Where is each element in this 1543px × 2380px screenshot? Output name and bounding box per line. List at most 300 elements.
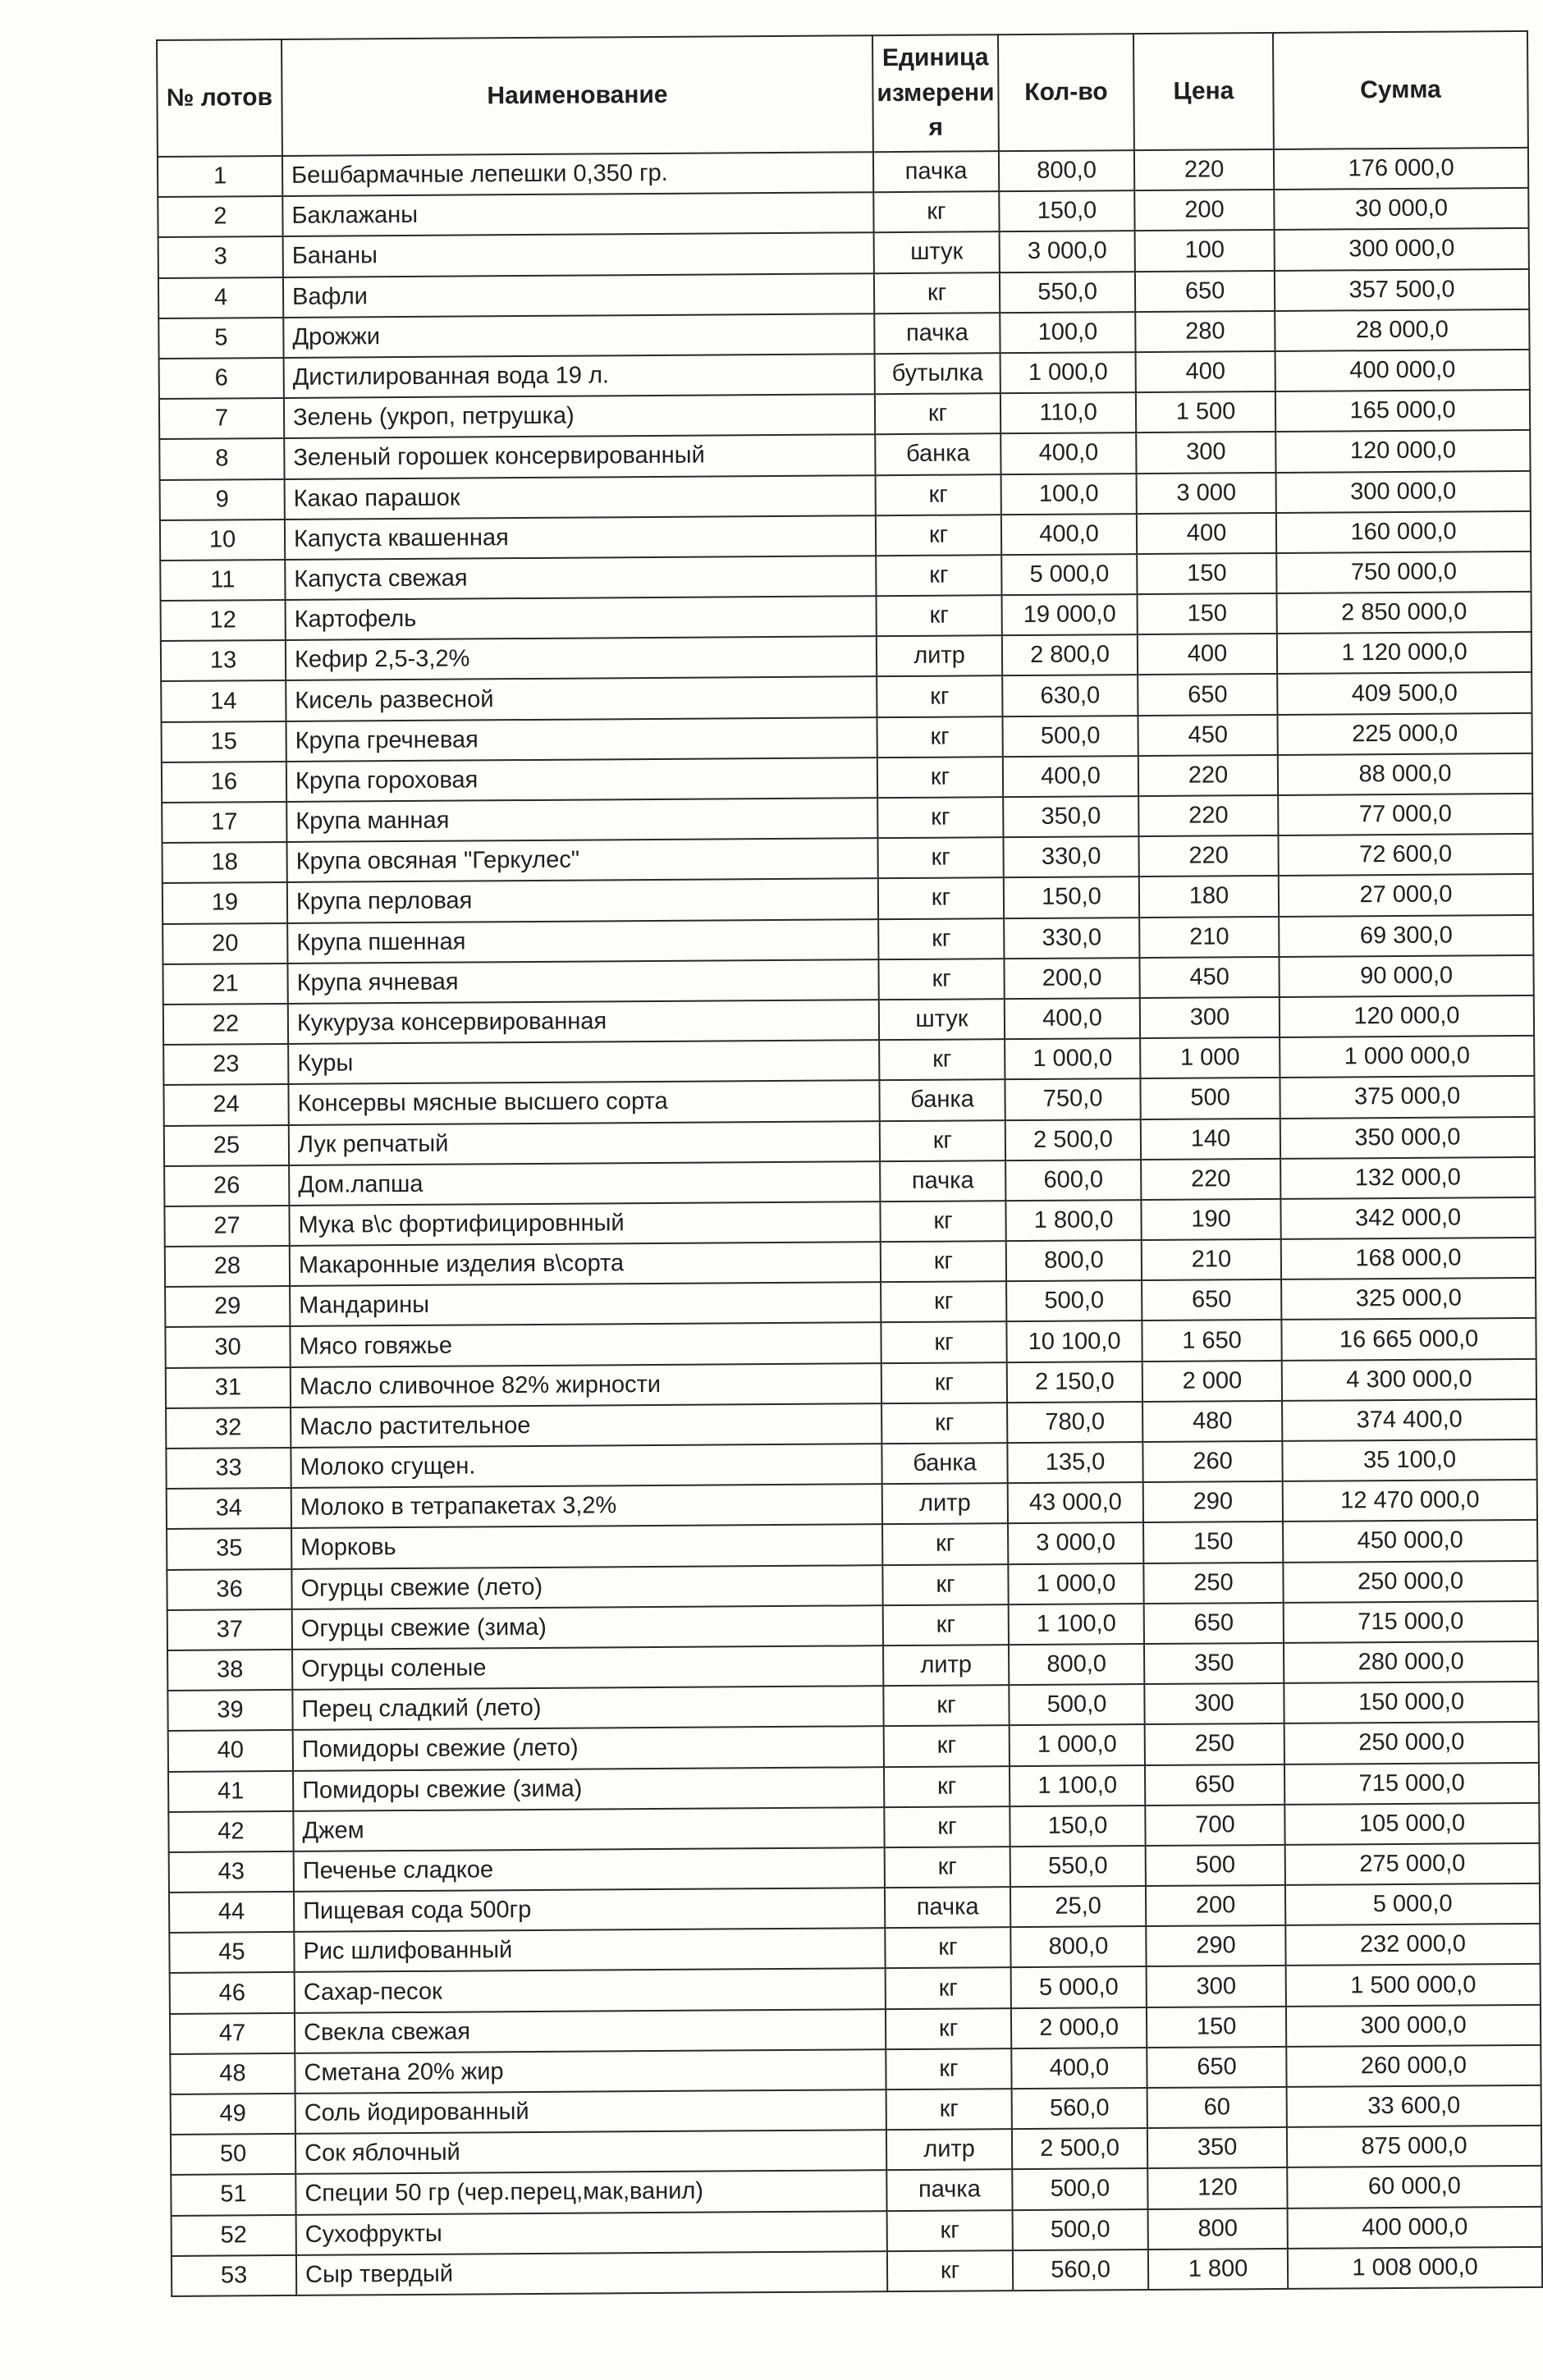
cell-price: 3 000 [1137, 472, 1276, 513]
cell-unit: литр [877, 635, 1002, 676]
cell-qty: 43 000,0 [1008, 1482, 1143, 1523]
cell-name: Масло растительное [291, 1403, 881, 1448]
cell-price: 150 [1143, 1522, 1283, 1563]
cell-lot-no: 51 [171, 2174, 295, 2215]
cell-price: 60 [1147, 2087, 1287, 2128]
cell-name: Мясо говяжье [290, 1323, 881, 1367]
cell-sum: 375 000,0 [1280, 1076, 1534, 1118]
cell-price: 1 500 [1136, 391, 1275, 433]
cell-name: Сахар-песок [295, 1969, 886, 2013]
cell-name: Крупа пшенная [287, 919, 878, 963]
cell-qty: 350,0 [1003, 796, 1138, 837]
cell-price: 650 [1144, 1603, 1284, 1644]
cell-sum: 120 000,0 [1280, 995, 1534, 1037]
cell-lot-no: 49 [171, 2094, 295, 2135]
cell-unit: кг [882, 1564, 1008, 1605]
cell-price: 100 [1135, 230, 1275, 271]
cell-unit: кг [881, 1362, 1007, 1403]
cell-qty: 550,0 [1010, 1846, 1146, 1887]
cell-name: Джем [293, 1807, 884, 1851]
cell-lot-no: 28 [165, 1246, 290, 1287]
cell-sum: 300 000,0 [1286, 2004, 1541, 2046]
cell-sum: 5 000,0 [1285, 1883, 1540, 1925]
cell-unit: кг [881, 1281, 1006, 1322]
cell-lot-no: 40 [168, 1730, 293, 1771]
cell-price: 220 [1138, 795, 1278, 836]
cell-qty: 500,0 [1012, 2168, 1147, 2209]
cell-qty: 500,0 [1003, 716, 1138, 757]
cell-unit: кг [878, 959, 1004, 1000]
cell-lot-no: 14 [161, 680, 286, 721]
cell-lot-no: 9 [160, 478, 285, 519]
cell-unit: банка [879, 1079, 1005, 1120]
products-table [156, 30, 1543, 2297]
cell-unit: кг [884, 1766, 1010, 1807]
cell-qty: 400,0 [1011, 2048, 1147, 2089]
cell-name: Крупа перловая [287, 879, 878, 923]
cell-unit: кг [883, 1685, 1009, 1726]
cell-unit: литр [886, 2129, 1012, 2170]
cell-unit: кг [874, 272, 1000, 314]
header-sum: Сумма [1273, 31, 1528, 149]
cell-lot-no: 35 [167, 1528, 291, 1569]
cell-sum: 260 000,0 [1286, 2045, 1541, 2087]
cell-name: Дистилированная вода 19 л. [284, 354, 875, 398]
cell-unit: кг [877, 797, 1003, 838]
cell-qty: 550,0 [1000, 272, 1135, 313]
header-qty: Кол-во [998, 34, 1134, 151]
cell-unit: кг [886, 2089, 1012, 2130]
cell-sum: 30 000,0 [1274, 188, 1528, 230]
cell-price: 1 800 [1148, 2249, 1288, 2290]
cell-lot-no: 53 [172, 2255, 296, 2296]
cell-name: Сыр твердый [296, 2251, 887, 2295]
cell-name: Морковь [291, 1525, 882, 1569]
cell-unit: кг [886, 2048, 1011, 2089]
cell-unit: кг [887, 2210, 1013, 2251]
header-row [157, 31, 1528, 157]
cell-qty: 500,0 [1013, 2209, 1148, 2250]
table-body [158, 148, 1542, 2296]
cell-qty: 10 100,0 [1006, 1321, 1142, 1362]
cell-lot-no: 27 [164, 1206, 289, 1247]
cell-qty: 400,0 [1000, 433, 1136, 474]
cell-lot-no: 21 [163, 963, 287, 1005]
cell-lot-no: 5 [158, 318, 283, 359]
cell-lot-no: 6 [159, 358, 284, 399]
cell-qty: 780,0 [1007, 1402, 1142, 1443]
cell-qty: 560,0 [1013, 2250, 1148, 2291]
cell-price: 260 [1142, 1441, 1282, 1482]
cell-sum: 69 300,0 [1279, 914, 1533, 956]
cell-price: 650 [1135, 271, 1275, 312]
cell-price: 150 [1147, 2007, 1286, 2048]
cell-lot-no: 29 [165, 1286, 290, 1327]
cell-sum: 72 600,0 [1279, 834, 1533, 876]
cell-name: Вафли [283, 273, 874, 318]
cell-sum: 715 000,0 [1284, 1601, 1538, 1643]
cell-sum: 750 000,0 [1276, 552, 1531, 593]
cell-lot-no: 1 [158, 156, 282, 197]
cell-unit: пачка [880, 1160, 1005, 1201]
cell-price: 120 [1147, 2167, 1287, 2208]
cell-lot-no: 24 [163, 1084, 288, 1125]
cell-unit: кг [881, 1322, 1006, 1363]
cell-price: 450 [1138, 715, 1278, 756]
cell-sum: 88 000,0 [1278, 753, 1532, 795]
cell-sum: 715 000,0 [1284, 1762, 1539, 1804]
cell-price: 290 [1143, 1481, 1283, 1522]
cell-qty: 1 100,0 [1010, 1765, 1145, 1806]
cell-lot-no: 31 [166, 1367, 291, 1408]
cell-name: Молоко в тетрапакетах 3,2% [291, 1484, 882, 1528]
cell-sum: 1 120 000,0 [1277, 632, 1532, 674]
cell-unit: бутылка [875, 353, 1000, 394]
header-lot-no: № лотов [157, 39, 282, 157]
cell-qty: 150,0 [999, 190, 1134, 231]
cell-name: Рис шлифованный [294, 1928, 885, 1972]
cell-unit: штук [874, 232, 1000, 273]
cell-sum: 2 850 000,0 [1277, 592, 1532, 634]
cell-unit: кг [879, 1039, 1005, 1080]
cell-unit: литр [883, 1645, 1009, 1686]
cell-name: Мука в\с фортифицировнный [289, 1201, 880, 1246]
cell-lot-no: 3 [158, 236, 283, 277]
cell-name: Масло сливочное 82% жирности [291, 1363, 881, 1407]
cell-unit: кг [883, 1604, 1009, 1645]
cell-qty: 100,0 [1000, 312, 1135, 353]
header-unit: Единица измерени я [872, 34, 999, 152]
cell-name: Огурцы свежие (лето) [291, 1565, 882, 1609]
cell-lot-no: 2 [158, 196, 282, 237]
cell-unit: банка [881, 1443, 1007, 1484]
cell-price: 400 [1136, 351, 1275, 392]
cell-unit: кг [886, 1968, 1011, 2009]
cell-lot-no: 18 [162, 842, 286, 883]
cell-unit: пачка [886, 2170, 1012, 2211]
cell-sum: 132 000,0 [1280, 1157, 1535, 1199]
cell-qty: 100,0 [1001, 474, 1137, 515]
cell-qty: 200,0 [1005, 958, 1140, 999]
cell-name: Бананы [283, 233, 874, 277]
cell-sum: 12 470 000,0 [1283, 1480, 1537, 1522]
cell-price: 300 [1136, 432, 1275, 473]
cell-sum: 300 000,0 [1275, 228, 1529, 270]
cell-unit: кг [884, 1725, 1010, 1766]
cell-qty: 800,0 [999, 150, 1134, 191]
cell-qty: 150,0 [1004, 876, 1139, 918]
cell-sum: 90 000,0 [1280, 955, 1534, 997]
cell-sum: 232 000,0 [1285, 1924, 1540, 1966]
cell-price: 300 [1147, 1966, 1286, 2007]
cell-price: 650 [1145, 1764, 1284, 1805]
cell-lot-no: 32 [166, 1407, 291, 1449]
cell-unit: кг [877, 676, 1002, 717]
cell-price: 400 [1137, 513, 1276, 554]
cell-qty: 600,0 [1005, 1160, 1141, 1201]
cell-price: 220 [1138, 755, 1278, 796]
cell-sum: 176 000,0 [1274, 148, 1528, 190]
cell-qty: 500,0 [1009, 1684, 1144, 1725]
cell-qty: 2 150,0 [1007, 1362, 1142, 1403]
cell-name: Молоко сгущен. [291, 1444, 881, 1488]
cell-name: Дом.лапша [289, 1161, 880, 1206]
cell-name: Лук репчатый [289, 1121, 880, 1165]
cell-lot-no: 17 [162, 802, 286, 843]
cell-qty: 630,0 [1002, 675, 1138, 716]
cell-unit: кг [876, 515, 1001, 556]
cell-name: Сухофрукты [296, 2211, 887, 2255]
cell-qty: 1 000,0 [1000, 352, 1136, 393]
cell-name: Печенье сладкое [294, 1847, 885, 1892]
cell-lot-no: 26 [164, 1165, 289, 1206]
cell-sum: 77 000,0 [1278, 794, 1532, 835]
cell-price: 480 [1142, 1401, 1282, 1442]
cell-sum: 165 000,0 [1275, 390, 1530, 432]
cell-price: 200 [1146, 1885, 1285, 1926]
cell-sum: 275 000,0 [1285, 1843, 1540, 1885]
cell-lot-no: 15 [162, 721, 286, 762]
cell-name: Специи 50 гр (чер.перец,мак,ванил) [295, 2171, 886, 2215]
cell-sum: 409 500,0 [1277, 672, 1532, 714]
cell-lot-no: 13 [161, 640, 286, 681]
cell-qty: 2 800,0 [1002, 634, 1138, 675]
cell-unit: банка [875, 433, 1000, 474]
cell-name: Баклажаны [282, 192, 873, 236]
cell-lot-no: 7 [159, 398, 284, 439]
cell-name: Кисель развесной [286, 677, 877, 721]
cell-unit: кг [877, 757, 1003, 798]
cell-price: 290 [1146, 1925, 1285, 1966]
cell-price: 250 [1145, 1723, 1284, 1764]
cell-unit: кг [881, 1403, 1007, 1444]
cell-price: 150 [1137, 553, 1276, 594]
cell-unit: литр [882, 1483, 1008, 1524]
cell-unit: кг [887, 2250, 1013, 2291]
cell-qty: 1 000,0 [1010, 1724, 1145, 1765]
cell-sum: 400 000,0 [1288, 2206, 1542, 2248]
cell-qty: 2 000,0 [1011, 2007, 1147, 2048]
cell-lot-no: 19 [163, 882, 287, 923]
cell-name: Мандарины [290, 1282, 881, 1326]
cell-name: Кукуруза консервированная [288, 1000, 879, 1044]
cell-qty: 135,0 [1007, 1442, 1142, 1483]
cell-qty: 110,0 [1000, 392, 1136, 433]
cell-price: 190 [1141, 1199, 1280, 1240]
cell-unit: кг [884, 1806, 1010, 1847]
cell-sum: 280 000,0 [1284, 1641, 1538, 1683]
cell-sum: 357 500,0 [1275, 268, 1529, 310]
cell-qty: 3 000,0 [1000, 231, 1135, 272]
cell-lot-no: 4 [158, 277, 283, 318]
cell-unit: пачка [885, 1887, 1010, 1928]
cell-qty: 1 000,0 [1008, 1563, 1143, 1604]
cell-lot-no: 45 [169, 1932, 294, 1973]
cell-name: Огурцы свежие (зима) [292, 1605, 883, 1650]
cell-unit: кг [885, 1927, 1010, 1968]
cell-unit: кг [880, 1201, 1005, 1242]
cell-price: 350 [1144, 1643, 1284, 1684]
cell-lot-no: 8 [159, 438, 284, 479]
cell-price: 250 [1143, 1562, 1283, 1603]
cell-lot-no: 23 [163, 1044, 288, 1085]
cell-name: Кефир 2,5-3,2% [286, 636, 877, 680]
table-row [172, 2247, 1542, 2296]
cell-name: Какао парашок [285, 475, 876, 519]
cell-name: Макаронные изделия в\сорта [290, 1242, 881, 1286]
cell-sum: 374 400,0 [1282, 1399, 1536, 1441]
cell-qty: 330,0 [1004, 836, 1139, 877]
cell-qty: 400,0 [1005, 998, 1140, 1039]
cell-price: 220 [1139, 835, 1279, 876]
cell-sum: 4 300 000,0 [1282, 1359, 1536, 1401]
cell-name: Зелень (укроп, петрушка) [284, 394, 875, 438]
cell-sum: 250 000,0 [1283, 1560, 1537, 1602]
cell-unit: кг [878, 918, 1004, 959]
cell-sum: 250 000,0 [1284, 1722, 1539, 1764]
cell-unit: кг [885, 1847, 1010, 1888]
cell-sum: 350 000,0 [1280, 1116, 1535, 1158]
cell-price: 300 [1140, 997, 1280, 1038]
cell-price: 300 [1144, 1683, 1284, 1724]
cell-lot-no: 25 [164, 1124, 289, 1165]
cell-price: 2 000 [1142, 1361, 1282, 1402]
cell-price: 200 [1134, 190, 1274, 231]
cell-name: Соль йодированный [295, 2089, 886, 2134]
cell-qty: 25,0 [1010, 1886, 1146, 1927]
cell-sum: 28 000,0 [1275, 309, 1529, 351]
cell-unit: штук [879, 999, 1005, 1040]
cell-price: 150 [1138, 593, 1277, 634]
cell-sum: 1 008 000,0 [1288, 2247, 1542, 2289]
cell-price: 650 [1142, 1279, 1281, 1320]
cell-price: 220 [1141, 1159, 1280, 1200]
cell-sum: 325 000,0 [1281, 1278, 1536, 1320]
cell-qty: 500,0 [1006, 1280, 1142, 1321]
cell-lot-no: 38 [167, 1650, 292, 1691]
cell-name: Дрожжи [283, 314, 874, 358]
cell-name: Перец сладкий (лето) [292, 1686, 883, 1730]
header-name: Наименование [282, 35, 873, 156]
cell-lot-no: 12 [161, 600, 286, 641]
cell-lot-no: 44 [169, 1892, 294, 1933]
cell-name: Крупа манная [286, 798, 877, 842]
cell-price: 280 [1135, 311, 1275, 352]
cell-lot-no: 46 [170, 1972, 295, 2013]
cell-lot-no: 36 [167, 1569, 291, 1610]
cell-qty: 1 100,0 [1009, 1604, 1144, 1645]
cell-price: 500 [1146, 1845, 1285, 1886]
cell-qty: 400,0 [1001, 514, 1137, 555]
cell-sum: 875 000,0 [1287, 2126, 1541, 2167]
cell-name: Куры [288, 1040, 879, 1084]
cell-qty: 400,0 [1003, 756, 1138, 797]
cell-qty: 800,0 [1006, 1240, 1142, 1281]
cell-name: Свекла свежая [295, 2009, 886, 2053]
cell-price: 140 [1141, 1118, 1280, 1159]
cell-price: 700 [1145, 1805, 1284, 1846]
cell-name: Крупа гречневая [286, 717, 877, 762]
cell-lot-no: 47 [170, 2013, 295, 2054]
cell-lot-no: 42 [168, 1811, 293, 1852]
cell-qty: 750,0 [1005, 1078, 1140, 1119]
cell-qty: 800,0 [1009, 1644, 1144, 1685]
cell-unit: кг [881, 1241, 1006, 1282]
cell-price: 210 [1142, 1239, 1281, 1280]
cell-price: 220 [1134, 149, 1274, 190]
cell-name: Бешбармачные лепешки 0,350 гр. [282, 152, 873, 196]
cell-unit: кг [886, 2008, 1011, 2049]
cell-qty: 150,0 [1010, 1806, 1145, 1847]
cell-qty: 330,0 [1004, 918, 1139, 959]
cell-name: Крупа гороховая [286, 757, 877, 802]
cell-lot-no: 20 [163, 923, 287, 964]
cell-name: Картофель [286, 596, 877, 640]
cell-price: 400 [1138, 634, 1277, 675]
cell-sum: 450 000,0 [1283, 1520, 1537, 1562]
cell-qty: 2 500,0 [1005, 1119, 1141, 1160]
cell-name: Помидоры свежие (зима) [293, 1767, 884, 1811]
cell-name: Сок яблочный [295, 2130, 886, 2174]
cell-sum: 400 000,0 [1275, 350, 1530, 391]
cell-sum: 168 000,0 [1281, 1238, 1536, 1279]
cell-price: 350 [1147, 2127, 1287, 2168]
cell-qty: 2 500,0 [1012, 2128, 1147, 2169]
cell-name: Крупа овсяная "Геркулес" [286, 838, 877, 882]
cell-lot-no: 37 [167, 1609, 292, 1650]
header-price: Цена [1133, 33, 1274, 150]
cell-lot-no: 22 [163, 1004, 288, 1045]
cell-unit: кг [877, 595, 1002, 636]
cell-qty: 19 000,0 [1002, 594, 1138, 635]
cell-name: Крупа ячневая [287, 959, 878, 1004]
cell-price: 1 000 [1140, 1037, 1280, 1078]
cell-sum: 225 000,0 [1278, 713, 1532, 755]
cell-sum: 27 000,0 [1279, 874, 1533, 916]
cell-unit: кг [877, 837, 1003, 878]
cell-lot-no: 10 [160, 519, 285, 561]
cell-unit: кг [876, 555, 1001, 596]
cell-price: 450 [1140, 957, 1280, 998]
cell-lot-no: 48 [170, 2053, 295, 2094]
cell-qty: 1 000,0 [1005, 1038, 1140, 1079]
cell-name: Сметана 20% жир [295, 2049, 886, 2094]
table-container [156, 30, 1543, 2297]
cell-price: 800 [1148, 2208, 1288, 2249]
cell-qty: 800,0 [1010, 1926, 1146, 1967]
cell-sum: 150 000,0 [1284, 1682, 1538, 1723]
cell-name: Капуста квашенная [285, 515, 876, 560]
cell-lot-no: 11 [160, 560, 285, 601]
cell-unit: пачка [874, 313, 1000, 354]
cell-lot-no: 39 [167, 1690, 292, 1731]
cell-sum: 33 600,0 [1287, 2085, 1541, 2127]
cell-sum: 35 100,0 [1282, 1439, 1536, 1481]
cell-unit: кг [873, 191, 999, 232]
cell-lot-no: 50 [171, 2134, 295, 2175]
cell-sum: 1 500 000,0 [1286, 1964, 1541, 2006]
cell-sum: 120 000,0 [1275, 430, 1530, 472]
cell-price: 180 [1139, 876, 1279, 917]
cell-name: Огурцы соленые [292, 1645, 883, 1690]
cell-price: 1 650 [1142, 1320, 1281, 1361]
cell-unit: пачка [873, 151, 999, 192]
cell-unit: кг [878, 878, 1004, 919]
cell-name: Пищевая сода 500гр [294, 1888, 885, 1932]
cell-qty: 5 000,0 [1001, 554, 1137, 595]
cell-price: 210 [1139, 917, 1279, 958]
cell-qty: 1 800,0 [1005, 1200, 1141, 1241]
